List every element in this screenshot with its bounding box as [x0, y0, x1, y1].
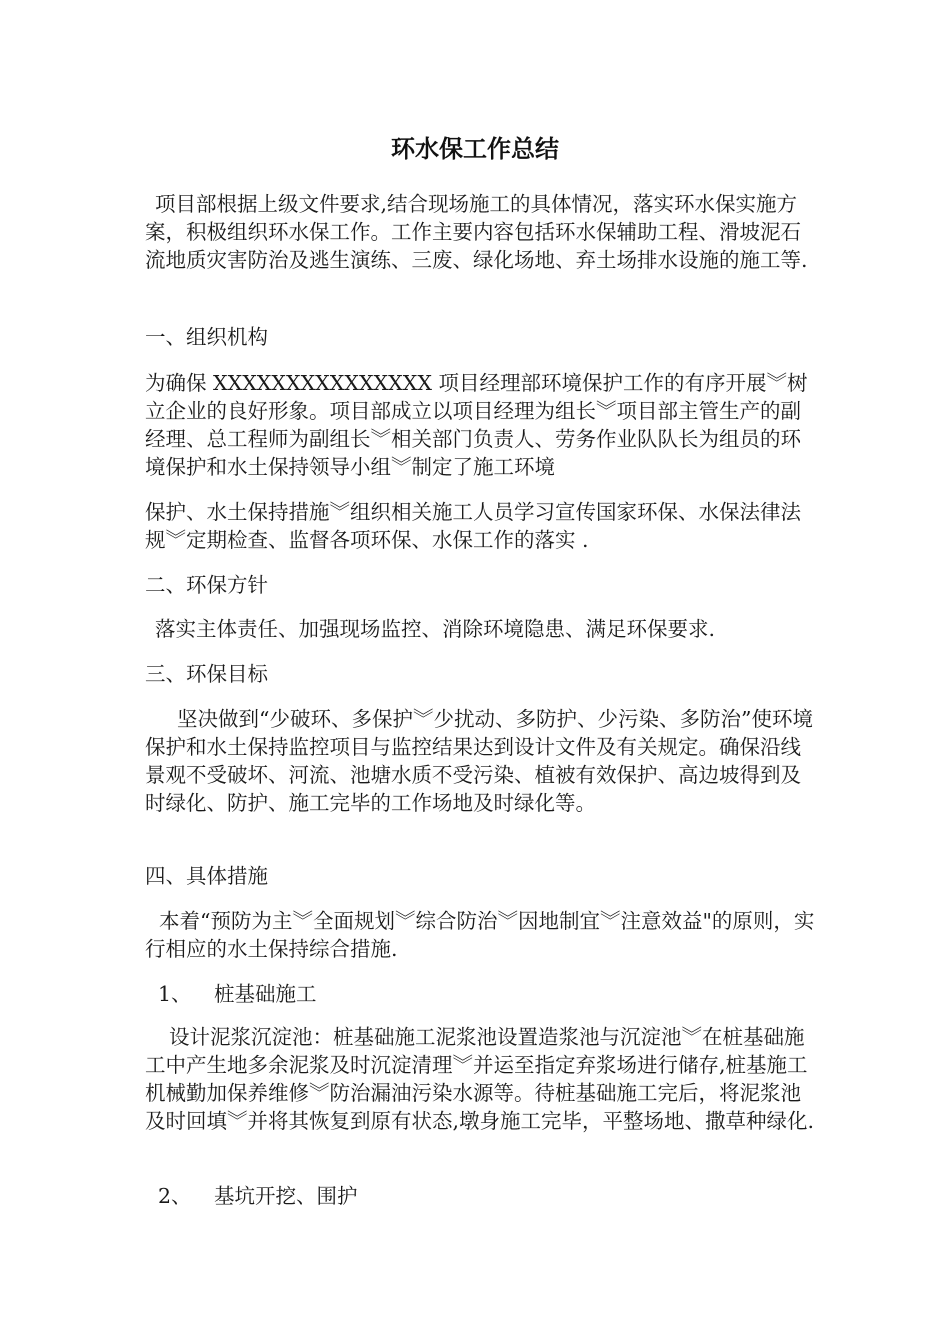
list-item-foundation-pit — [158, 1182, 358, 1210]
list-item-pile-foundation — [158, 980, 317, 1008]
organization-paragraph-2: 保护、水土保持措施︾组织相关施工人员学习宣传国家环保、水保法律法规︾定期检查、监督各项环保、水保工作的落实 . — [145, 500, 801, 552]
list-item-label: 基坑开挖、围护 — [214, 1184, 358, 1208]
list-item-number: 2、 — [158, 1184, 192, 1208]
list-item-label: 桩基础施工 — [214, 982, 317, 1006]
policy-paragraph: 落实主体责任、加强现场监控、消除环境隐患、满足环保要求. — [155, 617, 716, 641]
section-heading-organization: 一、组织机构 — [145, 325, 268, 349]
section-heading-policy: 二、环保方针 — [145, 573, 268, 597]
page-title: 环水保工作总结 — [391, 135, 559, 163]
organization-paragraph-1: 为确保 XXXXXXXXXXXXXXX 项目经理部环境保护工作的有序开展︾树立企业的良好形象。项目部成立以项目经理为组长︾项目部主管生产的副经理、总工程师为副组长︾相关部门负责人、劳务作业队队长为组员的环境保护和水土保持领导小组︾制定了施工环境 — [145, 371, 808, 479]
list-item-number: 1、 — [158, 982, 192, 1006]
measures-paragraph: 本着“预防为主︾全面规划︾综合防治︾因地制宜︾注意效益"的原则，实行相应的水土保持综合措施. — [145, 909, 815, 961]
section-heading-goals: 三、环保目标 — [145, 662, 268, 686]
pile-foundation-paragraph: 设计泥浆沉淀池：桩基础施工泥浆池设置造浆池与沉淀池︾在桩基础施工中产生地多余泥浆及时沉淀清理︾并运至指定弃浆场进行储存,桩基施工机械勤加保养维修︾防治漏油污染水源等。待桩基础施工完后，将泥浆池及时回填︾并将其恢复到原有状态,墩身施工完毕，平整场地、撒草种绿化. — [145, 1025, 815, 1133]
intro-paragraph: 项目部根据上级文件要求,结合现场施工的具体情况，落实环水保实施方案，积极组织环水保工作。工作主要内容包括环水保辅助工程、滑坡泥石流地质灾害防治及逃生演练、三废、绿化场地、弃土场排水设施的施工等. — [145, 192, 808, 272]
goals-paragraph: 坚决做到“少破环、多保护︾少扰动、多防护、少污染、多防治”使环境保护和水土保持监控项目与监控结果达到设计文件及有关规定。确保沿线景观不受破坏、河流、池塘水质不受污染、植被有效保护、高边坡得到及时绿化、防护、施工完毕的工作场地及时绿化等。 — [145, 707, 813, 815]
section-heading-measures: 四、具体措施 — [145, 864, 268, 888]
